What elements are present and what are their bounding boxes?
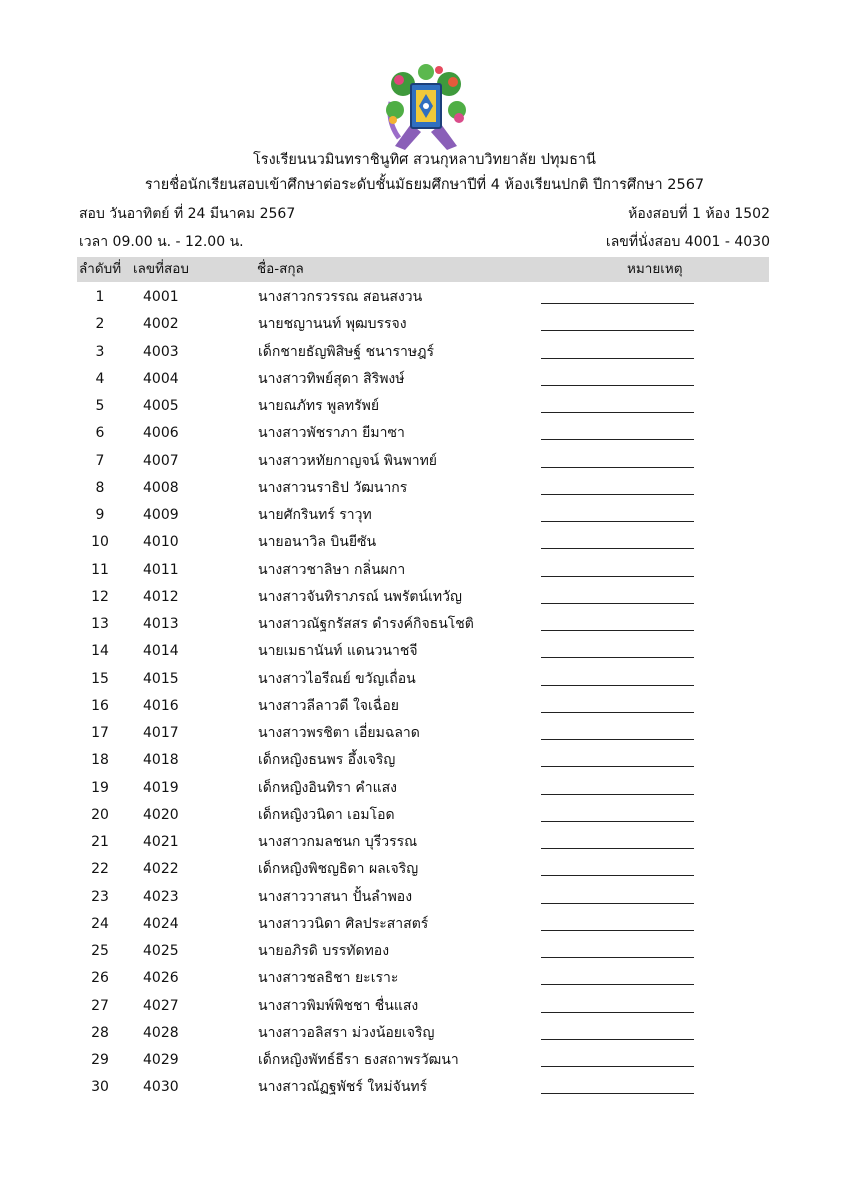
exam-id: 4014 bbox=[143, 643, 179, 660]
row-number: 5 bbox=[95, 398, 105, 414]
remark-blank-line bbox=[541, 521, 694, 522]
student-name: นางสาวหทัยกาญจน์ พินพาทย์ bbox=[258, 452, 438, 469]
table-row bbox=[0, 723, 849, 750]
student-name: เด็กหญิงพัทธ์ธีรา ธงสถาพรวัฒนา bbox=[258, 1052, 459, 1068]
remark-blank-line bbox=[541, 412, 694, 413]
exam-id: 4017 bbox=[143, 725, 179, 741]
student-name: นางสาวชาลิษา กลิ่นผกา bbox=[258, 561, 406, 578]
exam-id: 4004 bbox=[143, 370, 179, 387]
exam-room: ห้องสอบที่ 1 ห้อง 1502 bbox=[628, 206, 770, 222]
exam-id: 4019 bbox=[143, 779, 179, 796]
seat-range: เลขที่นั่งสอบ 4001 - 4030 bbox=[605, 234, 770, 250]
remark-blank-line bbox=[541, 848, 694, 849]
table-row bbox=[0, 560, 849, 587]
row-number: 20 bbox=[91, 806, 109, 823]
table-row bbox=[0, 614, 849, 641]
table-row bbox=[0, 1077, 849, 1104]
table-row bbox=[0, 423, 849, 450]
row-number: 12 bbox=[91, 588, 109, 605]
row-number: 22 bbox=[91, 861, 109, 878]
remark-blank-line bbox=[541, 548, 694, 549]
remark-blank-line bbox=[541, 330, 694, 331]
remark-blank-line bbox=[541, 385, 694, 386]
row-number: 15 bbox=[91, 670, 109, 687]
remark-blank-line bbox=[541, 630, 694, 631]
row-number: 8 bbox=[95, 479, 105, 496]
exam-id: 4021 bbox=[143, 834, 179, 850]
table-row bbox=[0, 941, 849, 968]
student-name: นางสาวไอรีณย์ ขวัญเถื่อน bbox=[258, 670, 416, 687]
row-number: 25 bbox=[91, 943, 109, 959]
table-row bbox=[0, 887, 849, 914]
table-row bbox=[0, 996, 849, 1023]
student-name: นางสาวชลธิชา ยะเราะ bbox=[258, 970, 399, 987]
exam-id: 4028 bbox=[143, 1024, 179, 1041]
column-header-remark: หมายเหตุ bbox=[627, 261, 683, 277]
remark-blank-line bbox=[541, 685, 694, 686]
row-number: 24 bbox=[91, 915, 109, 932]
table-row bbox=[0, 287, 849, 314]
exam-id: 4022 bbox=[143, 861, 179, 878]
student-name: นางสาวจันทิราภรณ์ นพรัตน์เทวัญ bbox=[258, 588, 462, 605]
table-row bbox=[0, 532, 849, 559]
exam-id: 4007 bbox=[143, 452, 179, 469]
column-header-exam-id: เลขที่สอบ bbox=[133, 261, 189, 277]
row-number: 11 bbox=[91, 561, 109, 578]
exam-date: สอบ วันอาทิตย์ ที่ 24 มีนาคม 2567 bbox=[79, 206, 296, 222]
row-number: 3 bbox=[95, 343, 105, 360]
row-number: 28 bbox=[91, 1024, 109, 1041]
remark-blank-line bbox=[541, 739, 694, 740]
remark-blank-line bbox=[541, 467, 694, 468]
exam-id: 4006 bbox=[143, 425, 179, 442]
table-row bbox=[0, 369, 849, 396]
column-header-name: ชื่อ-สกุล bbox=[257, 261, 304, 277]
table-row bbox=[0, 859, 849, 886]
remark-blank-line bbox=[541, 766, 694, 767]
remark-blank-line bbox=[541, 875, 694, 876]
row-number: 26 bbox=[91, 970, 109, 987]
table-row bbox=[0, 750, 849, 777]
exam-id: 4009 bbox=[143, 507, 179, 523]
row-number: 13 bbox=[91, 616, 109, 632]
remark-blank-line bbox=[541, 794, 694, 795]
row-number: 7 bbox=[95, 452, 105, 469]
exam-id: 4008 bbox=[143, 479, 179, 496]
row-number: 23 bbox=[91, 888, 109, 905]
table-row bbox=[0, 314, 849, 341]
exam-id: 4023 bbox=[143, 888, 179, 905]
student-name: นายชญานนท์ พุฒบรรจง bbox=[258, 316, 407, 333]
exam-id: 4003 bbox=[143, 343, 179, 360]
remark-blank-line bbox=[541, 439, 694, 440]
remark-blank-line bbox=[541, 603, 694, 604]
row-number: 29 bbox=[91, 1052, 109, 1068]
student-name: นางสาวพัชราภา ยีมาซา bbox=[258, 425, 405, 442]
document-subtitle: รายชื่อนักเรียนสอบเข้าศึกษาต่อระดับชั้นมัธยมศึกษาปีที่ 4 ห้องเรียนปกติ ปีการศึกษา 2567 bbox=[144, 177, 705, 193]
remark-blank-line bbox=[541, 712, 694, 713]
exam-id: 4026 bbox=[143, 970, 179, 987]
student-name: นางสาวณัฏฐพัชร์ ใหม่จันทร์ bbox=[258, 1079, 428, 1096]
row-number: 17 bbox=[91, 725, 109, 741]
student-name: เด็กชายธัญพิสิษฐ์ ชนาราษฎร์ bbox=[258, 343, 435, 360]
row-number: 6 bbox=[95, 425, 105, 442]
student-name: นางสาววาสนา ปั้นลำพอง bbox=[258, 888, 413, 905]
student-name: นายเมธานันท์ แดนวนาชจี bbox=[258, 643, 418, 660]
row-number: 19 bbox=[91, 779, 109, 796]
row-number: 16 bbox=[91, 697, 109, 714]
exam-id: 4025 bbox=[143, 943, 179, 959]
student-name: นางสาวกมลชนก บุรีวรรณ bbox=[258, 834, 418, 850]
exam-time: เวลา 09.00 น. - 12.00 น. bbox=[79, 234, 244, 250]
table-row bbox=[0, 696, 849, 723]
student-name: นายศักรินทร์ ราวุท bbox=[258, 507, 372, 523]
exam-id: 4030 bbox=[143, 1079, 179, 1096]
student-name: นายอนาวิล บินยีซัน bbox=[258, 534, 377, 551]
table-row bbox=[0, 587, 849, 614]
row-number: 30 bbox=[91, 1079, 109, 1096]
exam-id: 4010 bbox=[143, 534, 179, 551]
remark-blank-line bbox=[541, 494, 694, 495]
student-name: นางสาวนราธิป วัฒนากร bbox=[258, 479, 408, 496]
row-number: 18 bbox=[91, 752, 109, 769]
exam-id: 4015 bbox=[143, 670, 179, 687]
student-name: นางสาวทิพย์สุดา สิริพงษ์ bbox=[258, 370, 405, 387]
table-row bbox=[0, 778, 849, 805]
remark-blank-line bbox=[541, 984, 694, 985]
student-name: นายณภัทร พูลทรัพย์ bbox=[258, 398, 380, 414]
exam-id: 4013 bbox=[143, 616, 179, 632]
student-name: นางสาวกรวรรณ สอนสงวน bbox=[258, 289, 423, 305]
column-header-no: ลำดับที่ bbox=[79, 261, 122, 277]
student-name: เด็กหญิงพิชญธิดา ผลเจริญ bbox=[258, 861, 419, 878]
student-name: นางสาวลีลาวดี ใจเฉื่อย bbox=[258, 697, 399, 714]
table-row bbox=[0, 342, 849, 369]
table-row bbox=[0, 451, 849, 478]
exam-id: 4002 bbox=[143, 316, 179, 333]
row-number: 27 bbox=[91, 997, 109, 1014]
row-number: 2 bbox=[95, 316, 105, 333]
exam-id: 4016 bbox=[143, 697, 179, 714]
table-row bbox=[0, 396, 849, 423]
row-number: 10 bbox=[91, 534, 109, 551]
table-row bbox=[0, 669, 849, 696]
remark-blank-line bbox=[541, 358, 694, 359]
student-name: นางสาวอลิสรา ม่วงน้อยเจริญ bbox=[258, 1024, 435, 1041]
exam-id: 4012 bbox=[143, 588, 179, 605]
remark-blank-line bbox=[541, 903, 694, 904]
remark-blank-line bbox=[541, 1066, 694, 1067]
table-row bbox=[0, 1050, 849, 1077]
exam-id: 4029 bbox=[143, 1052, 179, 1068]
student-name: เด็กหญิงอินทิรา คำแสง bbox=[258, 779, 398, 796]
remark-blank-line bbox=[541, 1093, 694, 1094]
remark-blank-line bbox=[541, 1012, 694, 1013]
exam-id: 4018 bbox=[143, 752, 179, 769]
student-name: นางสาวพรชิตา เอี่ยมฉลาด bbox=[258, 725, 420, 741]
exam-id: 4011 bbox=[143, 561, 179, 578]
student-name: เด็กหญิงวนิดา เอมโอด bbox=[258, 806, 395, 823]
table-row bbox=[0, 505, 849, 532]
remark-blank-line bbox=[541, 957, 694, 958]
exam-id: 4024 bbox=[143, 915, 179, 932]
table-row bbox=[0, 968, 849, 995]
exam-id: 4005 bbox=[143, 398, 179, 414]
student-name: นางสาวพิมพ์พิชชา ชื่นแสง bbox=[258, 997, 419, 1014]
student-name: นางสาวณัฐกรัสสร ดำรงค์กิจธนโชติ bbox=[258, 616, 474, 632]
exam-id: 4027 bbox=[143, 997, 179, 1014]
row-number: 9 bbox=[95, 507, 105, 523]
row-number: 4 bbox=[95, 370, 105, 387]
student-name: นางสาววนิดา ศิลประสาสตร์ bbox=[258, 915, 429, 932]
table-row bbox=[0, 832, 849, 859]
student-name: เด็กหญิงธนพร อึ้งเจริญ bbox=[258, 752, 396, 769]
remark-blank-line bbox=[541, 303, 694, 304]
exam-id: 4020 bbox=[143, 806, 179, 823]
table-row bbox=[0, 805, 849, 832]
exam-id: 4001 bbox=[143, 289, 179, 305]
row-number: 1 bbox=[95, 289, 105, 305]
table-row bbox=[0, 1023, 849, 1050]
remark-blank-line bbox=[541, 821, 694, 822]
remark-blank-line bbox=[541, 930, 694, 931]
remark-blank-line bbox=[541, 576, 694, 577]
table-row bbox=[0, 641, 849, 668]
school-name: โรงเรียนนวมินทราชินูทิศ สวนกุหลาบวิทยาลัย ปทุมธานี bbox=[253, 152, 596, 168]
table-row bbox=[0, 914, 849, 941]
student-name: นายอภิรดิ บรรทัดทอง bbox=[258, 943, 390, 959]
row-number: 21 bbox=[91, 834, 109, 850]
remark-blank-line bbox=[541, 657, 694, 658]
remark-blank-line bbox=[541, 1039, 694, 1040]
table-row bbox=[0, 478, 849, 505]
row-number: 14 bbox=[91, 643, 109, 660]
